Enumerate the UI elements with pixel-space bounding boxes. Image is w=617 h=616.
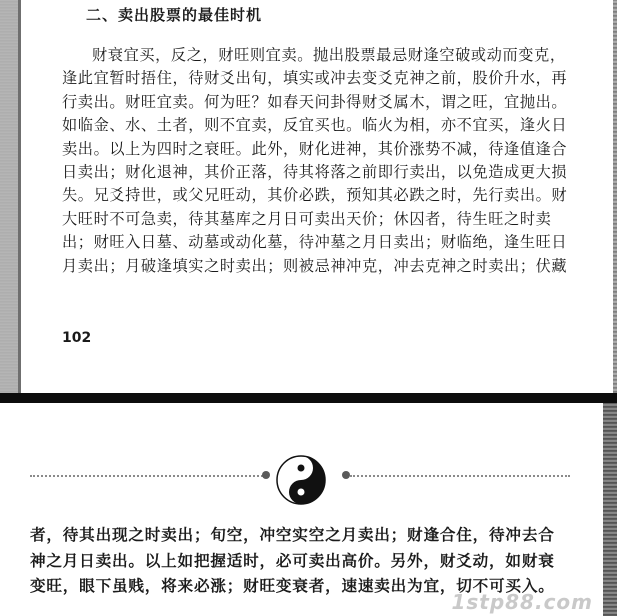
text-line: 逢此宜暂时捂住，待财爻出旬，填实或冲去变爻克神之前，股价升水，再 xyxy=(62,69,568,88)
text-line: 大旺时不可急卖，待其墓库之月日可卖出天价；休囚者，待生旺之时卖 xyxy=(62,209,552,228)
text-line: 变旺，眼下虽贱，将来必涨；财旺变衰者，速速卖出为宜，切不可买入。 xyxy=(30,577,555,595)
book-binding-strip xyxy=(0,0,18,393)
ornament-dotted-line-right xyxy=(350,475,570,477)
text-line: 神之月日卖出。以上如把握适时，必可卖出高价。另外，财爻动，如财衰 xyxy=(30,551,555,570)
site-watermark: 1stp88.com xyxy=(451,590,593,614)
page-number: 102 xyxy=(62,330,92,346)
section-heading: 二、卖出股票的最佳时机 xyxy=(86,6,263,24)
text-line: 失。兄爻持世，或父兄旺动，其价必跌，预知其必跌之时，先行卖出。财 xyxy=(62,186,568,205)
text-line: 出；财旺入日墓、动墓或动化墓，待冲墓之月日卖出；财临绝，逢生旺日 xyxy=(62,233,568,252)
text-line: 卖出。以上为四时之衰旺。此外，财化进神，其价涨势不减，待逢值逢合 xyxy=(62,139,568,158)
paragraph-text xyxy=(30,523,600,600)
ornament-dot-right xyxy=(342,471,350,479)
text-line: 财衰宜买，反之，财旺则宜卖。抛出股票最忌财逢空破或动而变克， xyxy=(92,46,566,64)
ornament-dotted-line-left xyxy=(30,475,266,477)
text-line: 月卖出；月破逢填实之时卖出；则被忌神冲克，冲去克神之时卖出；伏藏 xyxy=(62,256,568,275)
paragraph-text xyxy=(62,44,610,278)
book-binding-edge xyxy=(18,0,21,393)
ornament-dot-left xyxy=(262,471,270,479)
text-line: 者，待其出现之时卖出；旬空，冲空实空之月卖出；财逢合住，待冲去合 xyxy=(30,526,555,544)
text-line: 日卖出；财化退神，其价正落，待其将落之前即行卖出，以免造成更大损 xyxy=(62,162,568,181)
text-line: 如临金、水、土者，则不宜卖，反宜买也。临火为相，亦不宜买，逢火日 xyxy=(62,116,568,135)
lower-book-page xyxy=(0,403,617,616)
yin-yang-icon xyxy=(276,455,326,505)
page-right-edge xyxy=(603,403,617,616)
page-separator-band xyxy=(0,393,617,403)
text-line: 行卖出。财旺宜卖。何为旺？如春天问卦得财爻属木，谓之旺，宜抛出。 xyxy=(62,92,568,111)
page-right-edge xyxy=(613,0,617,393)
